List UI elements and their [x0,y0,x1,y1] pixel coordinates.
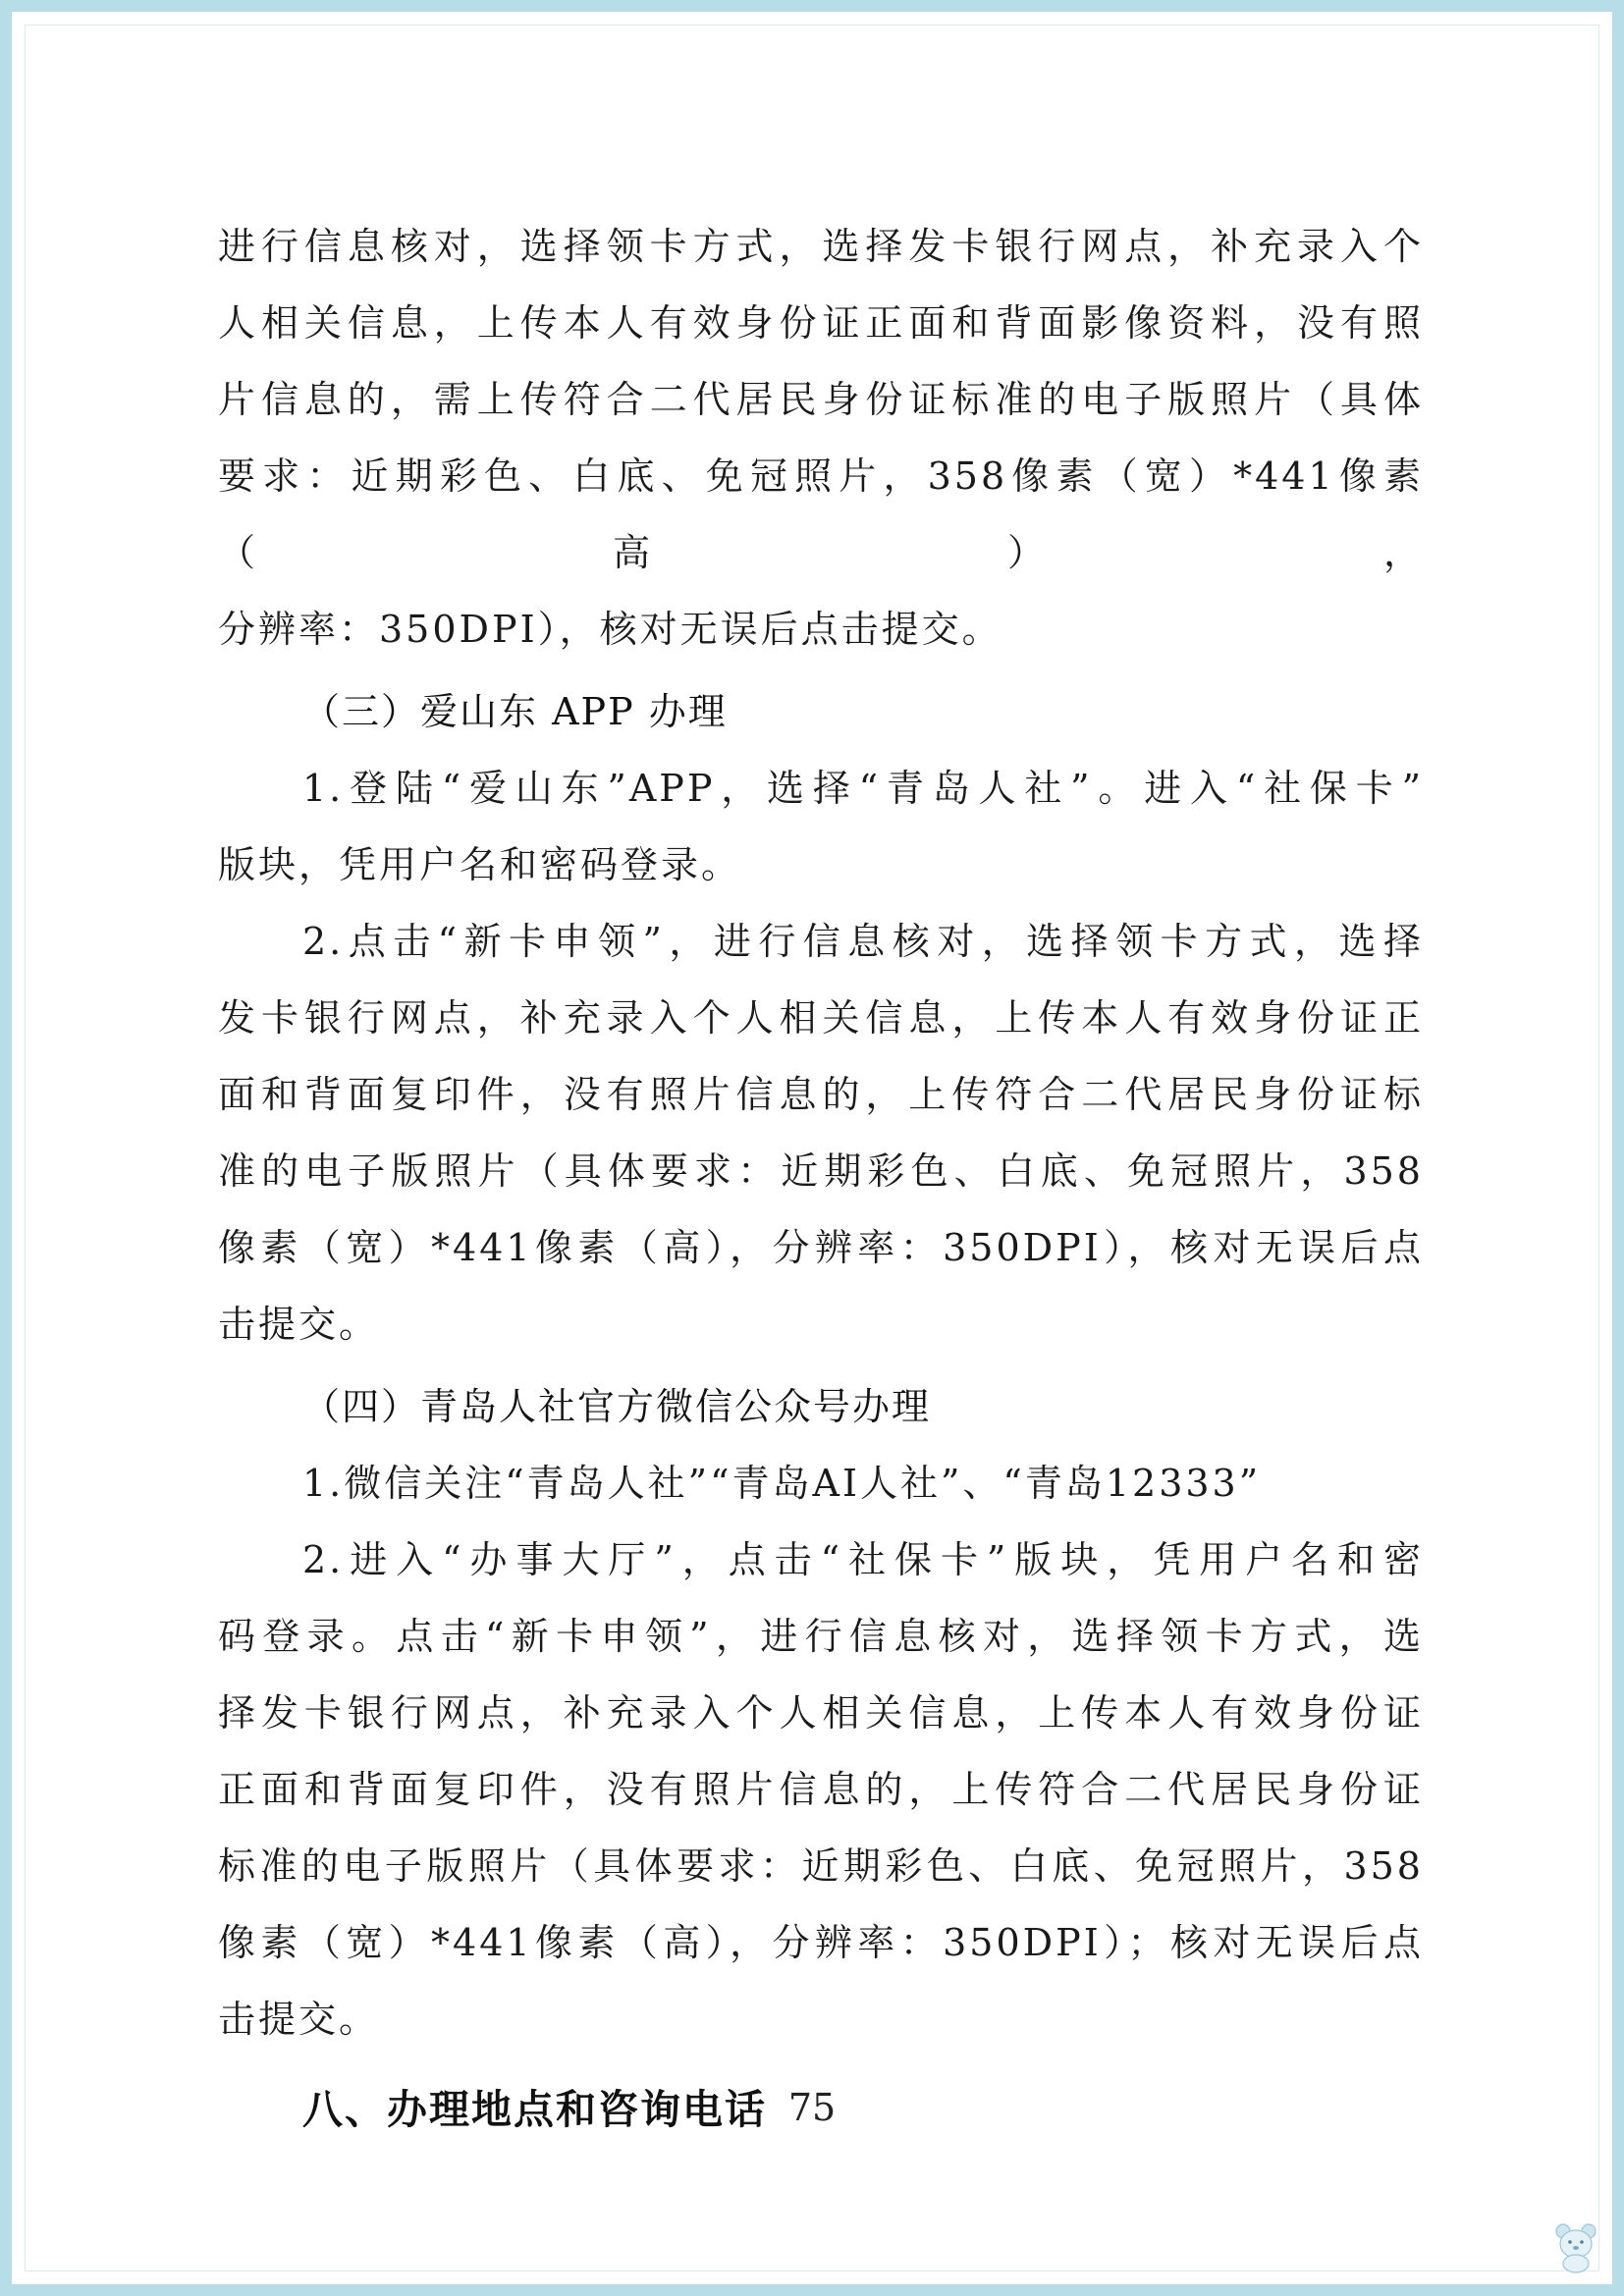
text-line: 击提交。 [218,1998,380,2041]
text-line: 2.进入“办事大厅”，点击“社保卡”版块，凭用户名和密 [302,1538,1424,1581]
text-line: 分辨率：350DPI），核对无误后点击提交。 [218,608,1002,651]
text-line: 1.微信关注“青岛人社”“青岛AI人社”、“青岛12333” [302,1462,1262,1505]
text-line: 要求：近期彩色、白底、免冠照片，358像素（宽）*441像素（高）， [218,454,1424,574]
text-line: 码登录。点击“新卡申领”，进行信息核对，选择领卡方式，选 [218,1615,1424,1658]
text-line: 1.登陆“爱山东”APP，选择“青岛人社”。进入“社保卡” [302,767,1424,810]
text-line: 2.点击“新卡申领”，进行信息核对，选择领卡方式，选择 [302,920,1424,963]
text-line: 像素（宽）*441像素（高），分辨率：350DPI），核对无误后点 [218,1226,1424,1269]
text-line: 版块，凭用户名和密码登录。 [218,843,742,886]
section-heading: 八、办理地点和咨询电话 [302,2086,767,2133]
text-line: 人相关信息，上传本人有效身份证正面和背面影像资料，没有照 [218,301,1424,345]
text-line: 发卡银行网点，补充录入个人相关信息，上传本人有效身份证正 [218,996,1424,1040]
text-line: 像素（宽）*441像素（高），分辨率：350DPI）；核对无误后点 [218,1921,1424,1964]
body-paragraph [218,208,1424,667]
text-line: 面和背面复印件，没有照片信息的，上传符合二代居民身份证标 [218,1073,1424,1116]
subsection-heading: （四）青岛人社官方微信公众号办理 [302,1385,932,1428]
bear-mascot-icon [1547,2217,1604,2274]
document-body [218,208,1424,2148]
text-line: 击提交。 [218,1303,380,1346]
body-paragraph [218,1522,1424,2057]
body-paragraph [218,1445,1424,1522]
subsection-heading: （三）爱山东 APP 办理 [302,690,728,733]
body-paragraph [218,903,1424,1362]
page-number: 75 [787,2086,837,2129]
text-line: 正面和背面复印件，没有照片信息的，上传符合二代居民身份证 [218,1768,1424,1811]
text-line: 择发卡银行网点，补充录入个人相关信息，上传本人有效身份证 [218,1691,1424,1735]
body-paragraph [218,750,1424,903]
text-line: 进行信息核对，选择领卡方式，选择发卡银行网点，补充录入个 [218,225,1424,268]
text-line: 标准的电子版照片（具体要求：近期彩色、白底、免冠照片，358 [218,1844,1424,1888]
text-line: 准的电子版照片（具体要求：近期彩色、白底、免冠照片，358 [218,1149,1424,1193]
text-line: 片信息的，需上传符合二代居民身份证标准的电子版照片（具体 [218,378,1424,421]
